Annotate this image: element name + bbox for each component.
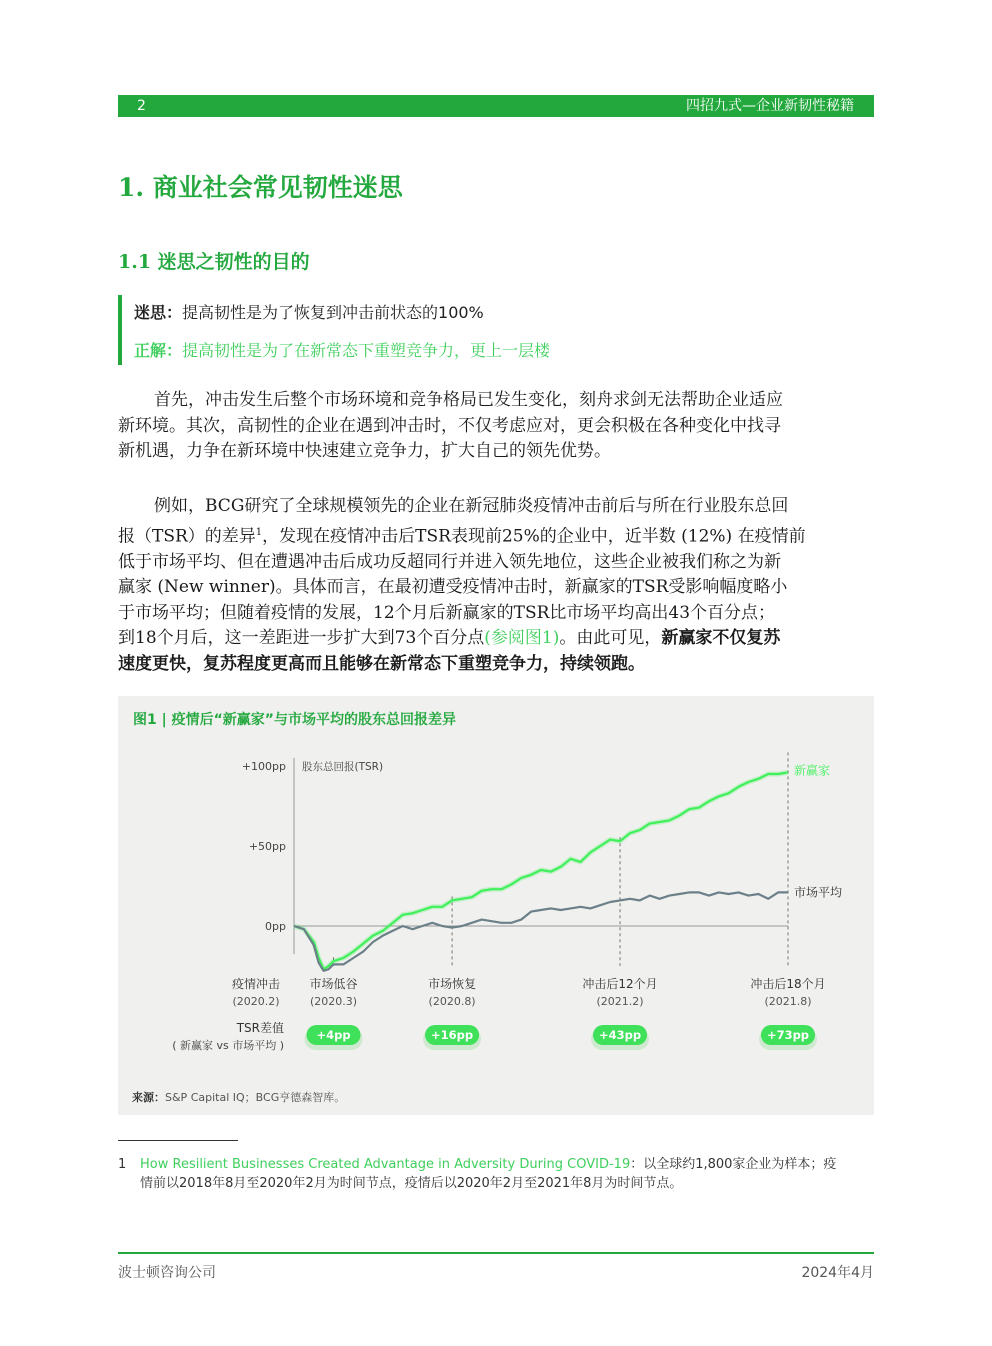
myth-row [134, 300, 484, 323]
paragraph-2 [118, 494, 874, 677]
y-tick-label: +100pp [241, 760, 286, 773]
diff-pill-value: +16pp [431, 1028, 474, 1042]
y-tick-label: +50pp [248, 840, 286, 853]
text-run: 到18个月后，这一差距进一步扩大到73个百分点 [118, 628, 485, 649]
diff-label: TSR差值 [236, 1021, 284, 1035]
milestone-date: (2020.8) [428, 995, 476, 1008]
myth-callout [118, 295, 878, 365]
series-legend-label: 市场平均 [794, 885, 843, 900]
paragraph-line: 新机遇，力争在新环境中快速建立竞争力，扩大自己的领先优势。 [118, 441, 611, 461]
paragraph-line [118, 626, 874, 652]
paragraph-line: 于市场平均；但随着疫情的发展，12个月后新赢家的TSR比市场平均高出43个百分点； [118, 602, 776, 623]
series-legend-label: 新赢家 [794, 763, 831, 778]
text-run: 。由此可见， [559, 628, 662, 649]
myth-label: 迷思： [134, 303, 183, 322]
figure-reference-link[interactable]: (参阅图1) [484, 628, 560, 649]
source-label: 来源： [132, 1091, 165, 1104]
diff-pill-value: +73pp [766, 1028, 810, 1042]
paragraph-line: 例如，BCG研究了全球规模领先的企业在新冠肺炎疫情冲击前后与所在行业股东总回 [154, 496, 789, 516]
y-tick-label: 0pp [265, 920, 286, 933]
footnote-number: 1 [118, 1157, 127, 1172]
truth-row [134, 338, 550, 361]
text-run: ，发现在疫情冲击后TSR表现前25%的企业中，近半数 (12%) 在疫情前 [262, 526, 806, 547]
chart-title: 图1 | 疫情后“新赢家”与市场平均的股东总回报差异 [133, 712, 457, 728]
chart-source [132, 1089, 345, 1105]
paragraph-line: 新环境。其次，高韧性的企业在遇到冲击时，不仅考虑应对，更会积极在各种变化中找寻 [118, 415, 781, 436]
diff-pill-value: +4pp [316, 1028, 351, 1042]
paragraph-line: 首先，冲击发生后整个市场环境和竞争格局已发生变化，刻舟求剑无法帮助企业适应 [154, 390, 783, 410]
paragraph-line: 速度更快，复苏程度更高而且能够在新常态下重塑竞争力，持续领跑。 [118, 653, 645, 674]
figure-1 [118, 696, 874, 1115]
paragraph-1 [118, 388, 874, 465]
milestone-date: (2021.8) [764, 995, 812, 1008]
text-run: 报（TSR）的差异 [118, 526, 256, 547]
truth-text: 提高韧性是为了在新常态下重塑竞争力，更上一层楼 [182, 341, 551, 360]
footer-rule [118, 1252, 874, 1254]
start-date: (2020.2) [232, 995, 280, 1008]
milestone-date: (2021.2) [596, 995, 644, 1008]
paragraph-line [118, 520, 874, 550]
paragraph-line: 赢家 (New winner)。具体而言，在最初遭受疫情冲击时，新赢家的TSR受影响幅度略小 [118, 577, 788, 598]
tsr-chart [118, 726, 874, 1106]
y-axis-label: 股东总回报(TSR) [302, 761, 384, 773]
diff-sublabel: ( 新赢家 vs 市场平均 ) [172, 1039, 284, 1052]
footer-company: 波士顿咨询公司 [118, 1265, 216, 1281]
footnote-divider [118, 1140, 238, 1141]
milestone-label: 冲击后18个月 [750, 977, 826, 991]
footer-date: 2024年4月 [801, 1265, 874, 1281]
truth-label: 正解： [134, 341, 183, 360]
milestone-label: 市场低谷 [309, 977, 358, 991]
series-line-new-winner [294, 772, 788, 969]
source-text: S&P Capital IQ；BCG亨德森智库。 [165, 1091, 346, 1104]
start-label: 疫情冲击 [231, 977, 281, 991]
myth-text: 提高韧性是为了恢复到冲击前状态的100% [182, 303, 484, 322]
milestone-label: 冲击后12个月 [582, 977, 658, 991]
footnote-text: ：以全球约1,800家企业为样本；疫 [630, 1157, 837, 1172]
report-title: 四招九式—企业新韧性秘籍 [686, 98, 854, 114]
milestone-label: 市场恢复 [428, 977, 477, 991]
footnote-ref[interactable]: 1 [255, 526, 263, 538]
paragraph-line: 低于市场平均、但在遭遇冲击后成功反超同行并进入领先地位，这些企业被我们称之为新 [118, 551, 781, 572]
header-bar [118, 95, 874, 117]
bold-text: 新赢家不仅复苏 [661, 628, 781, 649]
subsection-title: 1.1 迷思之韧性的目的 [118, 251, 310, 273]
series-line-market-average [294, 892, 788, 970]
footnote-text: 情前以2018年8月至2020年2月为时间节点，疫情后以2020年2月至2021年8月为时间节点。 [140, 1176, 683, 1191]
page-number: 2 [137, 98, 146, 114]
section-title: 1. 商业社会常见韧性迷思 [118, 173, 403, 202]
diff-pill-value: +43pp [598, 1028, 642, 1042]
milestone-date: (2020.3) [309, 995, 358, 1008]
footnote-link[interactable]: How Resilient Businesses Created Advantage in Adversity During COVID-19 [140, 1157, 631, 1172]
